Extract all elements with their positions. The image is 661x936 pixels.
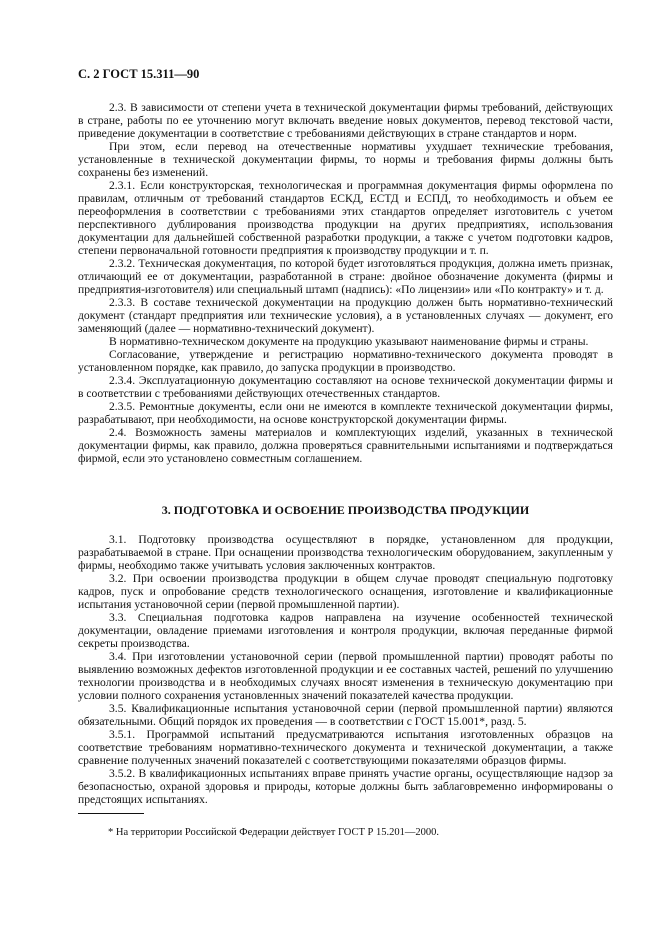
paragraph: 2.3.1. Если конструкторская, технологическая и программная документация фирмы оформлена по правилам, отличным от требований стандартов ЕСКД, ЕСТД и ЕСПД, то необходимость и объем ее переоформления в соответствии с требованиями этих стандартов определяет изготовитель с учетом перспективного дублирования производства продукции на других предприятиях, использования документации для дальнейшей собственной разработки продукции, а также с учетом подготовки кадров, степени первоначальной готовности предприятия к производству продукции и т. п. — [78, 179, 613, 257]
footnote: * На территории Российской Федерации действует ГОСТ Р 15.201—2000. — [108, 827, 439, 838]
paragraph: 3.5. Квалификационные испытания установочной серии (первой промышленной партии) являются обязательными. Общий порядок их проведения — в соответствии с ГОСТ 15.001*, разд. 5. — [78, 702, 613, 728]
paragraph: 3.5.2. В квалификационных испытаниях вправе принять участие органы, осуществляющие надзор за безопасностью, охраной здоровья и природы, которые должны быть заблаговременно информированы о предстоящих испытаниях. — [78, 767, 613, 806]
section-2-body — [78, 101, 613, 465]
paragraph: 2.3.3. В составе технической документации на продукцию должен быть нормативно-технический документ (стандарт предприятия или технические условия), а в установленных случаях — документ, его заменяющий (далее — нормативно-технический документ). — [78, 296, 613, 335]
paragraph: При этом, если перевод на отечественные нормативы ухудшает технические требования, установленные в технической документации фирмы, то нормы и требования фирмы должны быть сохранены без изменений. — [78, 140, 613, 179]
footnote-divider — [78, 813, 144, 814]
paragraph: 2.3. В зависимости от степени учета в технической документации фирмы требований, действующих в стране, работы по ее уточнению могут включать введение новых документов, перевод текстовой части, приведение документации в соответствие с требованиями действующих в стране стандартов и норм. — [78, 101, 613, 140]
paragraph: 3.2. При освоении производства продукции в общем случае проводят специальную подготовку кадров, пуск и опробование средств технологического оснащения, изготовление и квалификационные испытания установочной серии (первой промышленной партии). — [78, 572, 613, 611]
paragraph: 2.3.4. Эксплуатационную документацию составляют на основе технической документации фирмы и в соответствии с требованиями действующих отечественных стандартов. — [78, 374, 613, 400]
paragraph: 3.3. Специальная подготовка кадров направлена на изучение особенностей технической документации, овладение приемами изготовления и контроля продукции, включая переданные фирмой секреты производства. — [78, 611, 613, 650]
paragraph: В нормативно-техническом документе на продукцию указывают наименование фирмы и страны. — [109, 335, 589, 348]
page-header: С. 2 ГОСТ 15.311—90 — [78, 67, 200, 81]
paragraph: 2.3.5. Ремонтные документы, если они не имеются в комплекте технической документации фирмы, разрабатывают, при необходимости, на основе конструкторской документации фирмы. — [78, 400, 613, 426]
section-3-body — [78, 533, 613, 806]
section-3-heading: 3. ПОДГОТОВКА И ОСВОЕНИЕ ПРОИЗВОДСТВА ПРОДУКЦИИ — [161, 503, 530, 517]
paragraph: 2.4. Возможность замены материалов и комплектующих изделий, указанных в технической документации фирмы, как правило, должна проверяться сравнительными испытаниями и подтверждаться фирмой, если это установлено совместным соглашением. — [78, 426, 613, 465]
paragraph: 3.1. Подготовку производства осуществляют в порядке, установленном для продукции, разрабатываемой в стране. При оснащении производства технологическим оборудованием, закупленным у фирмы, необходимо также учитывать условия заключенных контрактов. — [78, 533, 613, 572]
paragraph: 3.4. При изготовлении установочной серии (первой промышленной партии) проводят работы по выявлению возможных дефектов изготовленной продукции и ее составных частей, решений по улучшению технологии производства и в необходимых случаях вносят изменения в техническую документацию при условии полного сохранения установленных значений показателей качества продукции. — [78, 650, 613, 702]
paragraph: 2.3.2. Техническая документация, по которой будет изготовляться продукция, должна иметь признак, отличающий ее от документации, разработанной в стране: двойное обозначение документа (фирмы и предприятия-изготовителя) или специальный штамп (надпись): «По лицензии» или «По контракту» и т. д. — [78, 257, 613, 296]
paragraph: 3.5.1. Программой испытаний предусматриваются испытания изготовленных образцов на соответствие требованиям нормативно-технического документа и технической документации, а также сравнение полученных значений показателей с соответствующими показателями образцов фирмы. — [78, 728, 613, 767]
paragraph: Согласование, утверждение и регистрацию нормативно-технического документа проводят в установленном порядке, как правило, до запуска продукции в производство. — [78, 348, 613, 374]
